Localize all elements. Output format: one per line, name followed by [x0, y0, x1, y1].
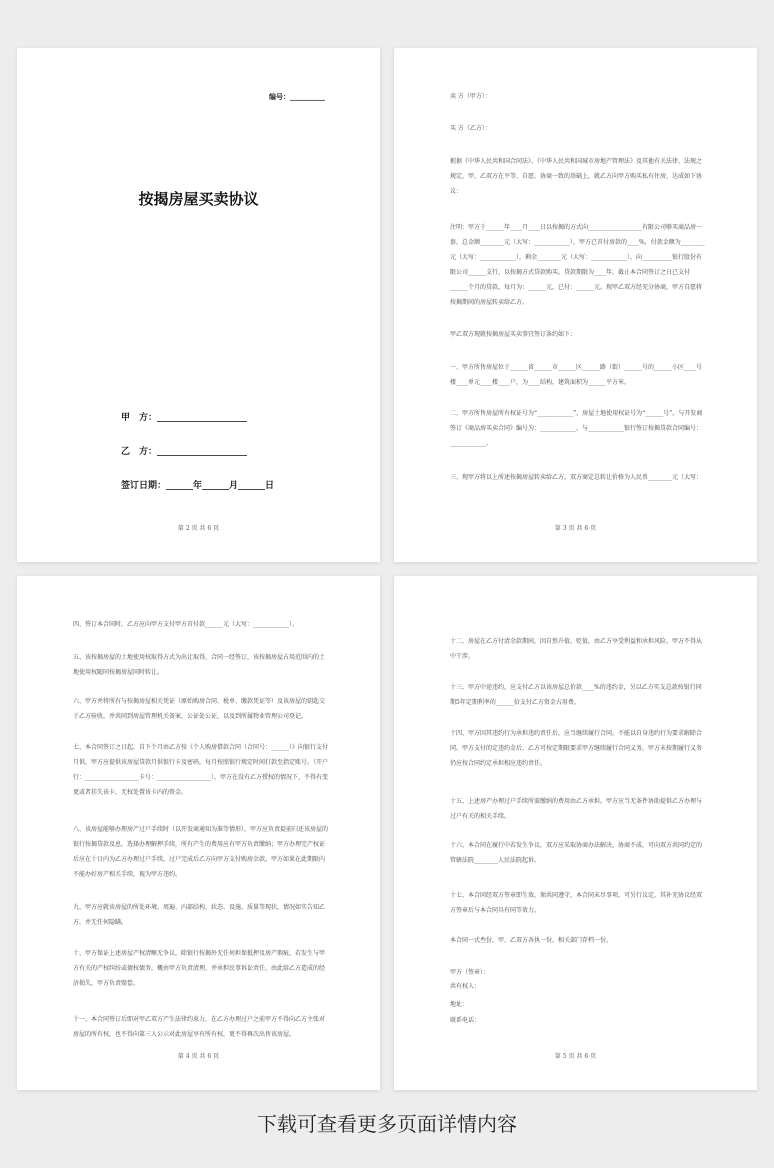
party-a-signature-line: 甲方（签章）： — [450, 969, 490, 976]
document-number: 编号：__________ — [269, 92, 325, 101]
seller-line: 卖 方（甲方）： — [450, 93, 491, 100]
clause-17: 十七、本合同经双方签章即生效，须共同遵守，本合同未尽事项，可另行议定，其补充协议经双方签章后与本合同具有同等效力。 — [450, 892, 703, 914]
clause-2: 二、甲方所售房屋所有权证号为“____________”，房屋土地使用权证号为“______号”。与开发商签订《商品房买卖合同》编号为：____________，与____________银行签订按揭贷款合同编号：____________。 — [450, 410, 703, 447]
party-a-field: 甲 方：____________________ — [121, 413, 248, 423]
document-page-2 — [394, 48, 757, 562]
page-number: 第 2 页 共 6 页 — [177, 525, 220, 532]
clause-13: 十三、甲方中途违约，应支付乙方以该房屋总价款____%的违约金，另以乙方实支总款按银行同期5年定期利率的______倍支付乙方资金占用费。 — [450, 684, 702, 706]
note-paragraph: 注明：甲方于______年____月____日以按揭的方式向__________________有限公司够买商品房一套，总金额________元（大写：____________），甲方已首付房款的____%，付款金额为________元（大写：____________），剩余________元（大写：____________），向__________银行股份有限公司______支行，以按揭方式贷款购买。贷款期限为____年，截止本合同签订之日已支付______个月的贷款，每月为：______元，已付：______元。现甲乙双方经充分协商，甲方自愿将按揭期间的房屋转卖给乙方。 — [450, 224, 705, 306]
clause-15: 十五、上述房产办理过户手续所需缴纳的费用由乙方承担。甲方应当无条件协助提供乙方办理与过户有关的相关手续。 — [450, 798, 703, 820]
sign-date-field: 签订日期：______年______月______日 — [121, 481, 275, 491]
clause-10: 十、甲方保证上述房屋产权清晰无争议，除银行按揭外无任何担保抵押及房产瑕疵，若发生与甲方有关的产权纠纷或债权债务，概由甲方负责清理，并承担民事诉讼责任，由此给乙方造成的经济损失，甲方负责赔偿。 — [73, 950, 326, 987]
clause-1: 一、甲方所售房屋位于______省______市______区______路（街）______号的______小区____号楼____单元____楼____户，为____结构，建筑面积为______平方米。 — [450, 364, 703, 386]
co-owner-line: 共有权人： — [450, 983, 481, 990]
clause-12: 十二、房屋在乙方付清余款期间，因自然升值，贬值，由乙方享受利益和承担风险，甲方不得从中干涉。 — [450, 638, 703, 660]
buyer-line: 买 方（乙方）： — [450, 125, 491, 132]
clause-8: 八、该房屋能够办理房产过户手续时（以开发商通知为准等情形），甲方应负责提前归还该房屋的银行按揭贷款及息，选择办理解押手续，所有产生的费用应有甲方负责缴纳；甲方办理完产权证后应在十日内为乙方办理过户手续，过户完成后乙方向甲方支付购房余款。甲方如果在此期限内不能办好房产相关手续，视为甲方违约。 — [73, 826, 329, 878]
page-number: 第 4 页 共 6 页 — [177, 1053, 220, 1060]
document-title: 按揭房屋买卖协议 — [138, 190, 259, 208]
phone-line: 联系电话： — [450, 1017, 481, 1024]
document-page-4 — [394, 576, 757, 1090]
document-page-3 — [17, 576, 380, 1090]
clause-5: 五、该按揭房屋的土地使用权取得方式为出让取得，合同一经签订，该按揭房屋占用范围内的土地使用权随同按揭房屋同时转让。 — [73, 654, 326, 676]
clause-9: 九、甲方应就该房屋的所处环境、周遍、内部结构、状态、设施、质量等现状，情况如实告知乙方，并无任何隐瞒。 — [73, 904, 326, 926]
clause-11: 十一、本合同签订后即对甲乙双方产生法律约束力，在乙方办理过户之前甲方不得向乙方主张对房屋的所有权，也不得向第三人公示对此房屋享有所有权，更不得再次出售该房屋。 — [73, 1016, 326, 1038]
party-b-field: 乙 方：____________________ — [121, 447, 248, 457]
address-line: 地址： — [450, 1001, 469, 1008]
clause-7: 七、本合同签订之日起，自下个月由乙方按《个人购房借款合同（合同号：______）》向银行支付月供，甲方应提供该房屋贷款月供银行卡及密码，每月按照银行规定时间打款至指定账号。（开户行：__________________卡号：__________________），甲方在没有乙方授权的情况下，不得有变更或者挂失该卡，无权处置该卡内的资金。 — [73, 744, 329, 796]
clause-6: 六、甲方并将所有与按揭房屋相关凭证（原始购房合同、税单、缴款凭证等）及该房屋的钥匙交于乙方验收，并共同到房屋管理机关备案，公证处公证，以及到所属物业管理公司登记。 — [73, 698, 326, 720]
download-caption: 下载可查看更多页面详情内容 — [257, 1112, 517, 1136]
page-number: 第 3 页 共 6 页 — [554, 525, 597, 532]
page-number: 第 5 页 共 6 页 — [554, 1053, 597, 1060]
copies-line: 本合同一式叁份，甲、乙双方各执一份，相关部门存档一份。 — [450, 937, 613, 944]
clause-16: 十六、本合同在履行中若发生争议，双方应采取协商办法解决。协商不成，可向双方共同约定的管辖法院________人民法院起诉。 — [450, 842, 703, 864]
terms-intro: 甲乙双方现就按揭房屋买卖事宜签订条约如下： — [450, 331, 577, 338]
clause-14: 十四、甲方因其违约行为承担违约责任后，应当继续履行合同，不能以自身违约行为要求解除合同。甲方支付的定违约金后，乙方可按定期限要求甲方继续履行合同义务，甲方未按期履行义务仍应按合同约定承担相应违约责任。 — [450, 730, 703, 767]
preamble-paragraph: 根据《中华人民共和国合同法》、《中华人民共和国城市房地产管理法》及其他有关法律、法规之规定，甲、乙双方在平等、自愿、协商一致的基础上，就乙方向甲方购买私有住房，达成如下协议： — [450, 158, 703, 195]
clause-3: 三、现甲方将以上所述按揭房屋转卖给乙方，双方商定总转让价格为人民币________元（大写： — [450, 474, 703, 481]
document-page-cover — [17, 48, 380, 562]
clause-4: 四、签订本合同时，乙方应向甲方支付甲方首付款______元（大写：____________）。 — [73, 621, 299, 628]
